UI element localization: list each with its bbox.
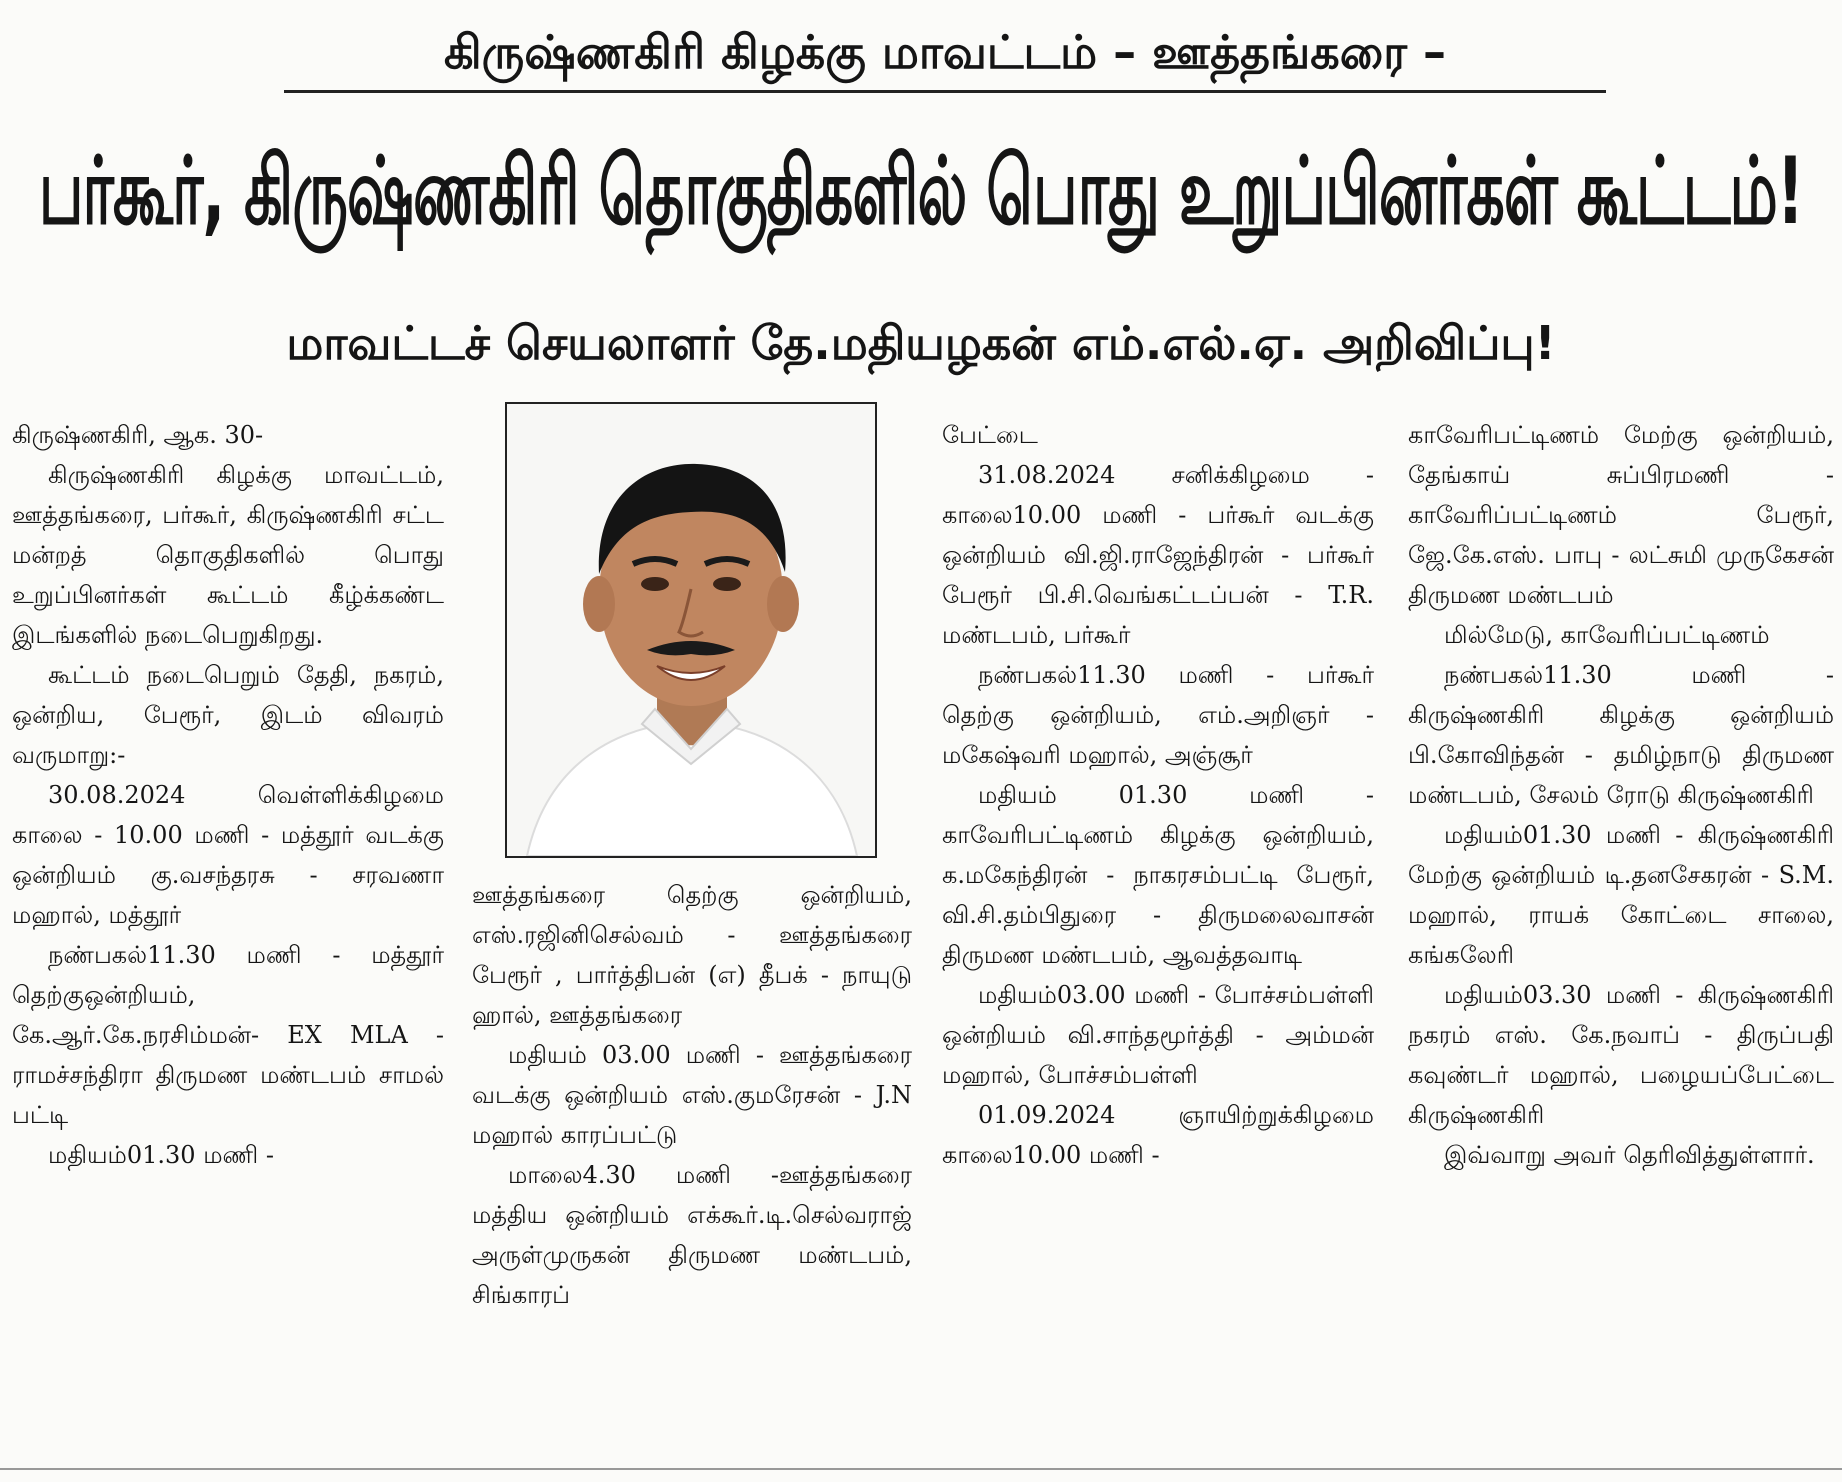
paragraph: மதியம்03.30 மணி - கிருஷ்ணகிரி நகரம் எஸ். கே.நவாப் - திருப்பதி கவுண்டர் மஹால், பழையப்பேட்டை கிருஷ்ணகிரி	[1408, 981, 1834, 1129]
article-column-2	[472, 875, 912, 1465]
article-column-4	[1408, 415, 1834, 1465]
paragraph: இவ்வாறு அவர் தெரிவித்துள்ளார்.	[1444, 1141, 1815, 1169]
paragraph: மில்மேடு, காவேரிப்பட்டிணம்	[1444, 621, 1770, 649]
kicker-line: கிருஷ்ணகிரி கிழக்கு மாவட்டம் – ஊத்தங்கரை –	[443, 25, 1447, 79]
paragraph: ஊத்தங்கரை தெற்கு ஒன்றியம், எஸ்.ரஜினிசெல்வம் - ஊத்தங்கரை பேரூர் , பார்த்திபன் (எ) தீபக் - நாயுடு ஹால், ஊத்தங்கரை	[472, 881, 912, 1029]
paragraph: மதியம்03.00 மணி - போச்சம்பள்ளி ஒன்றியம் வி.சாந்தமூர்த்தி - அம்மன் மஹால், போச்சம்பள்ளி	[942, 981, 1374, 1089]
paragraph: நண்பகல்11.30 மணி - பர்கூர் தெற்கு ஒன்றியம், எம்.அறிஞர் - மகேஷ்வரி மஹால், அஞ்சூர்	[942, 661, 1374, 769]
paragraph: காவேரிபட்டிணம் மேற்கு ஒன்றியம், தேங்காய் சுப்பிரமணி - காவேரிப்பட்டிணம் பேரூர், ஜே.கே.எஸ். பாபு - லட்சுமி முருகேசன் திருமண மண்டபம்	[1408, 421, 1834, 609]
portrait-photo-icon	[505, 402, 877, 858]
paragraph: கூட்டம் நடைபெறும் தேதி, நகரம், ஒன்றிய, பேரூர், இடம் விவரம் வருமாறு:-	[12, 661, 444, 769]
paragraph: மதியம் 03.00 மணி - ஊத்தங்கரை வடக்கு ஒன்றியம் எஸ்.குமரேசன் - J.N மஹால் காரப்பட்டு	[472, 1041, 912, 1149]
paragraph: மதியம்01.30 மணி -	[48, 1141, 274, 1169]
paragraph: 01.09.2024 ஞாயிற்றுக்கிழமை காலை10.00 மணி -	[942, 1101, 1374, 1169]
paragraph: 30.08.2024 வெள்ளிக்கிழமை காலை - 10.00 மணி - மத்தூர் வடக்கு ஒன்றியம் கு.வசந்தரசு - சரவணா மஹால், மத்தூர்	[12, 781, 444, 929]
bottom-divider	[0, 1468, 1842, 1470]
paragraph: மதியம்01.30 மணி - கிருஷ்ணகிரி மேற்கு ஒன்றியம் டி.தனசேகரன் - S.M. மஹால், ராயக் கோட்டை சாலை, கங்கலேரி	[1408, 821, 1834, 969]
article-column-1	[12, 415, 444, 1465]
paragraph: மாலை4.30 மணி -ஊத்தங்கரை மத்திய ஒன்றியம் எக்கூர்.டி.செல்வராஜ் அருள்முருகன் திருமண மண்டபம், சிங்காரப்	[472, 1161, 912, 1309]
paragraph: மதியம் 01.30 மணி - காவேரிபட்டிணம் கிழக்கு ஒன்றியம், க.மகேந்திரன் - நாகரசம்பட்டி பேரூர், வி.சி.தம்பிதுரை - திருமலைவாசன் திருமண மண்டபம், ஆவத்தவாடி	[942, 781, 1374, 969]
subheadline: மாவட்டச் செயலாளர் தே.மதியழகன் எம்.எல்.ஏ. அறிவிப்பு!	[286, 316, 1556, 370]
paragraph: 31.08.2024 சனிக்கிழமை - காலை10.00 மணி - பர்கூர் வடக்கு ஒன்றியம் வி.ஜி.ராஜேந்திரன் - பர்கூர் பேரூர் பி.சி.வெங்கட்டப்பன் - T.R. மண்டபம், பர்கூர்	[942, 461, 1374, 649]
paragraph: பேட்டை	[942, 421, 1038, 449]
paragraph: நண்பகல்11.30 மணி - மத்தூர் தெற்குஒன்றியம், கே.ஆர்.கே.நரசிம்மன்- EX MLA - ராமச்சந்திரா திருமண மண்டபம் சாமல் பட்டி	[12, 941, 444, 1129]
paragraph: நண்பகல்11.30 மணி - கிருஷ்ணகிரி கிழக்கு ஒன்றியம் பி.கோவிந்தன் - தமிழ்நாடு திருமண மண்டபம், சேலம் ரோடு கிருஷ்ணகிரி	[1408, 661, 1834, 809]
article-column-3	[942, 415, 1374, 1465]
paragraph: கிருஷ்ணகிரி கிழக்கு மாவட்டம், ஊத்தங்கரை, பர்கூர், கிருஷ்ணகிரி சட்ட மன்றத் தொகுதிகளில் பொது உறுப்பினர்கள் கூட்டம் கீழ்க்கண்ட இடங்களில் நடைபெறுகிறது.	[12, 461, 444, 649]
portrait-figure	[507, 404, 875, 856]
dateline: கிருஷ்ணகிரி, ஆக. 30-	[12, 421, 264, 449]
headline: பர்கூர், கிருஷ்ணகிரி தொகுதிகளில் பொது உறுப்பினர்கள் கூட்டம்!	[38, 137, 1804, 247]
